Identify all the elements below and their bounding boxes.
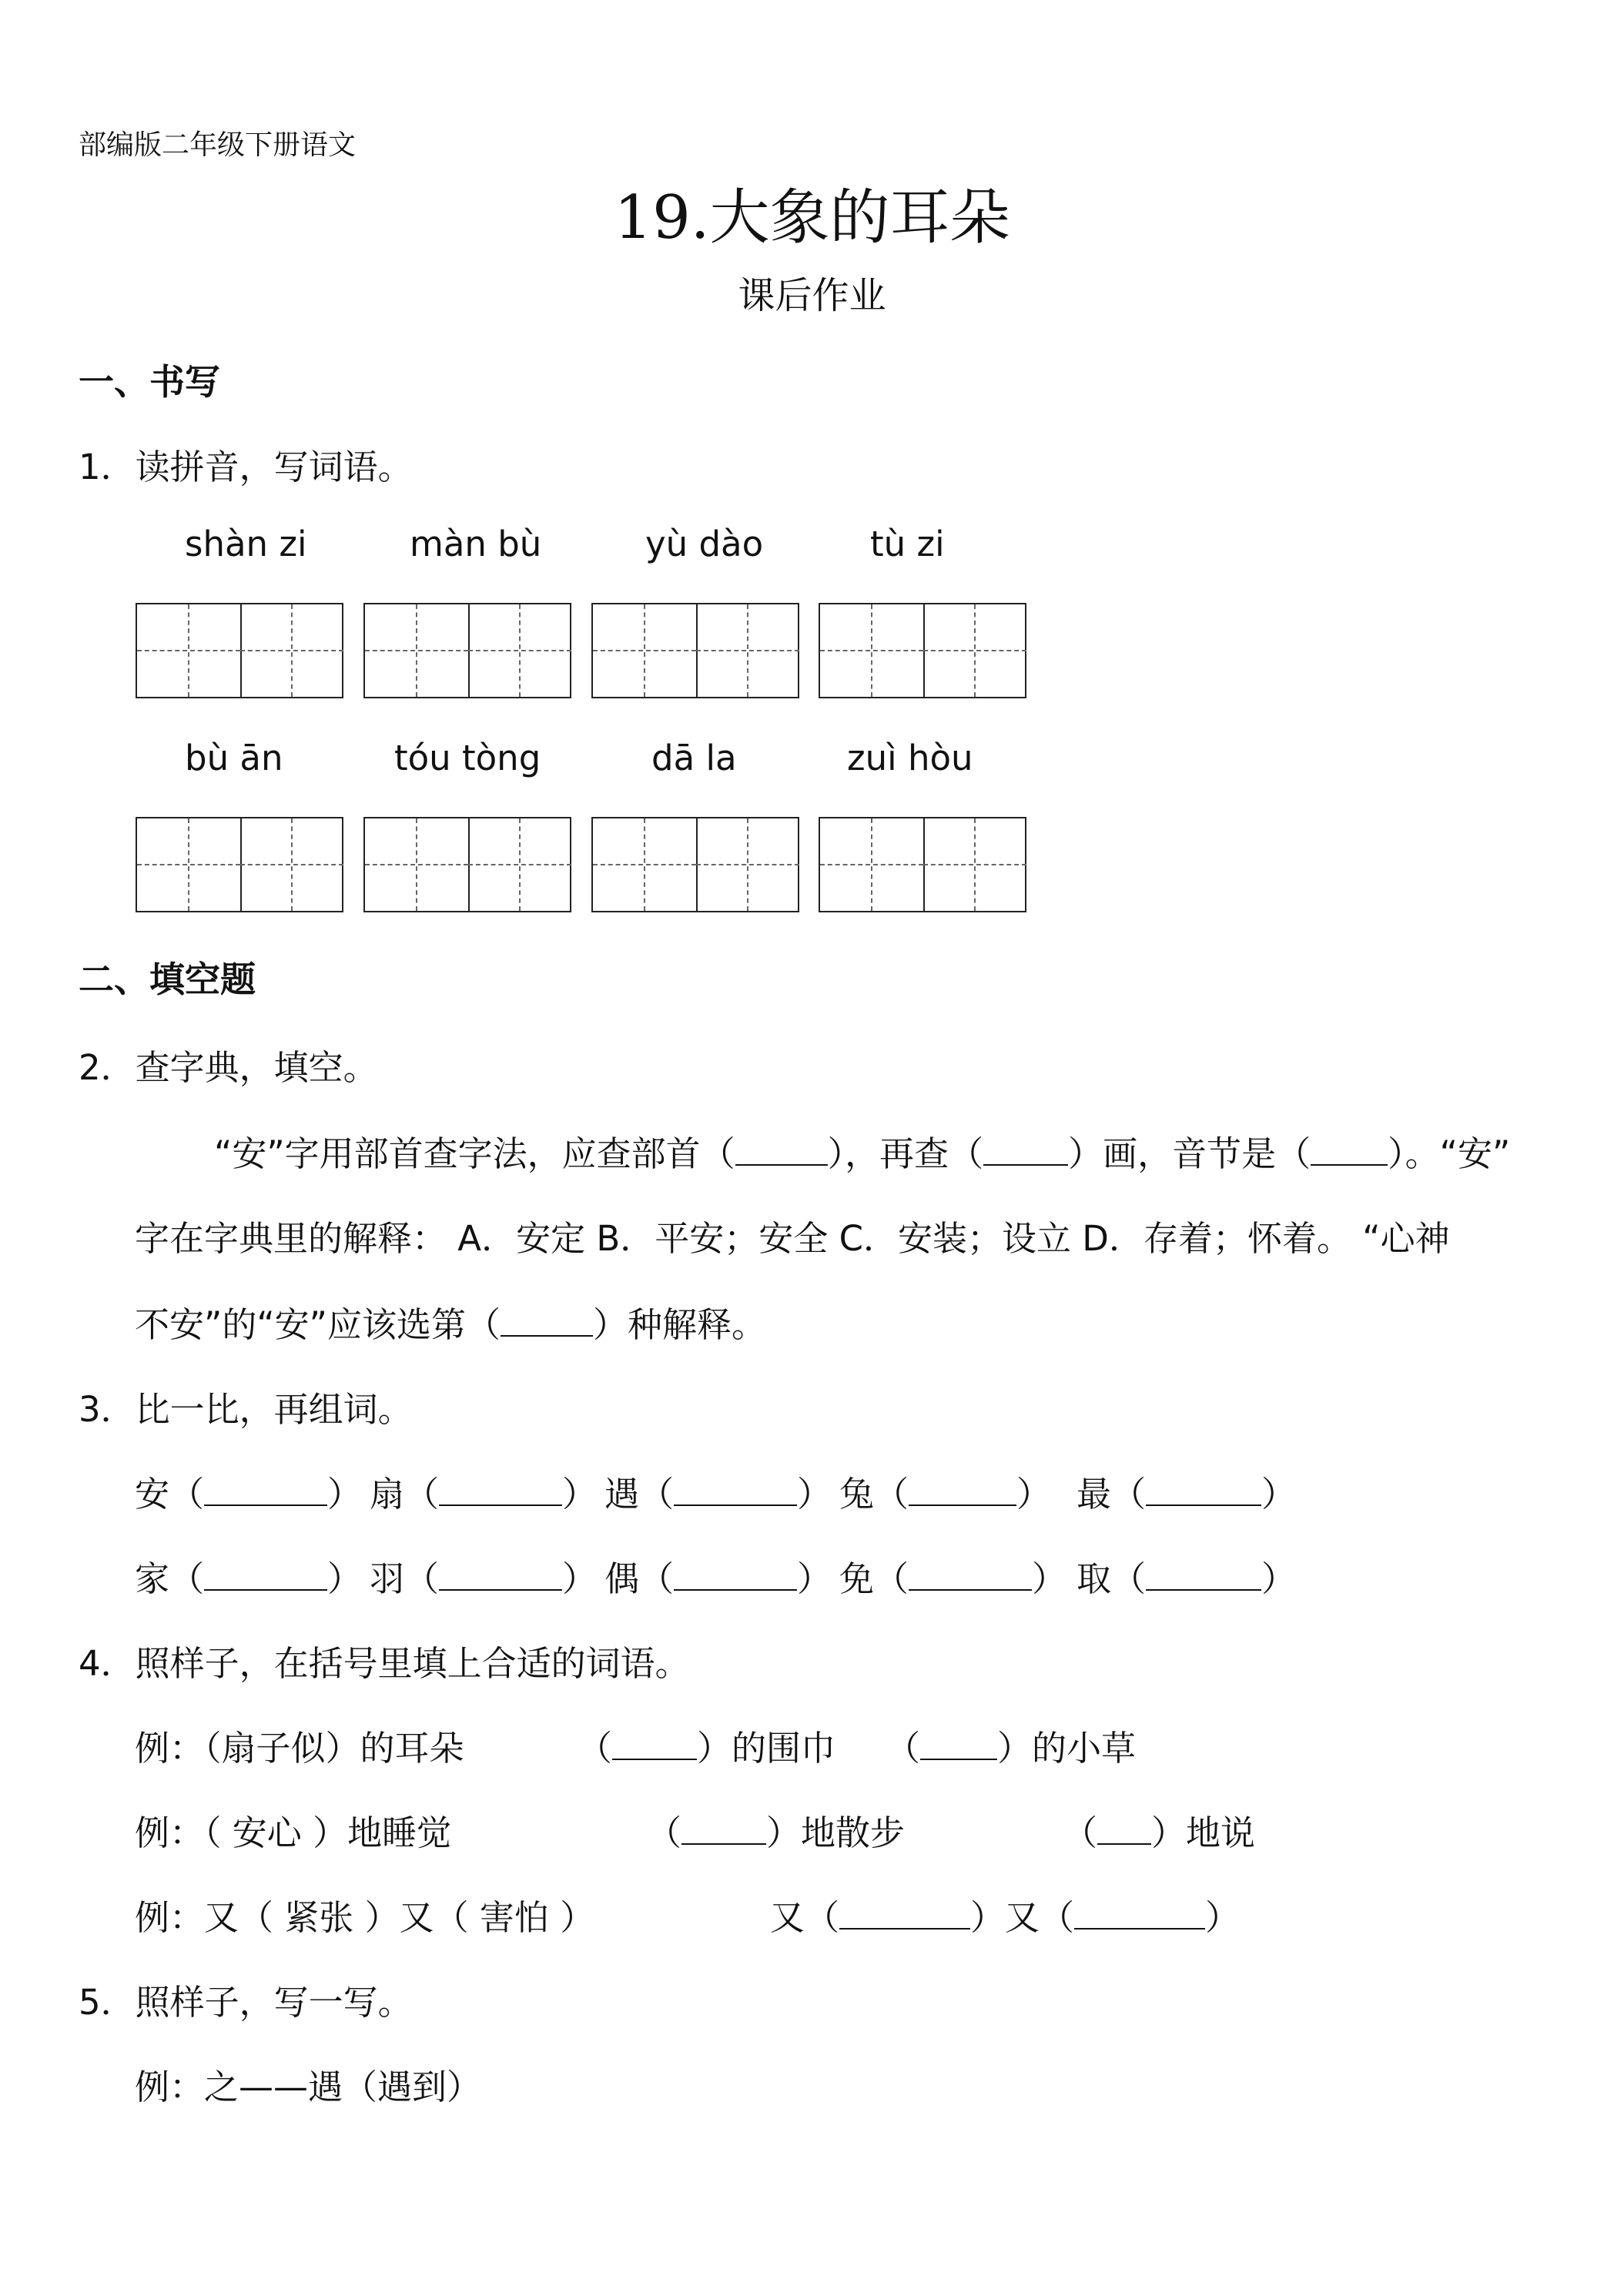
pinyin-label: tóu tòng (394, 738, 541, 778)
text: ）种解释。 (592, 1304, 766, 1345)
text: 兔（ (839, 1474, 909, 1514)
answer-blank[interactable] (1311, 1130, 1388, 1166)
answer-blank[interactable] (501, 1300, 593, 1337)
fill-item (647, 1805, 905, 1855)
answer-blank[interactable] (735, 1130, 828, 1166)
text: 遇（ (604, 1474, 675, 1514)
text: “安”字用部首查字法，应查部首（ (214, 1133, 735, 1174)
text: ），再查（ (827, 1133, 984, 1174)
fill-item (770, 1889, 1240, 1940)
answer-blank[interactable] (612, 1724, 697, 1760)
fill-item (886, 1720, 1136, 1770)
answer-blank[interactable] (439, 1470, 562, 1506)
header-label: 部编版二年级下册语文 (79, 129, 357, 161)
page-subtitle: 课后作业 (738, 274, 886, 317)
pinyin-label: zuì hòu (847, 738, 973, 778)
compare-item (135, 1466, 362, 1516)
text: 又（ (770, 1897, 840, 1938)
text: ）的围巾 (697, 1728, 836, 1769)
text: 最（ (1077, 1474, 1147, 1514)
question-2-line-2: 字在字典里的解释： A．安定 B．平安；安全 C．安装；设立 D．存着；怀着。 “心神 (135, 1218, 1450, 1259)
pinyin-label: shàn zi (185, 524, 307, 564)
compare-item (604, 1551, 832, 1601)
example-text: 例：之——遇（遇到） (135, 2067, 482, 2107)
pinyin-label: dā la (651, 738, 737, 778)
text: ） (327, 1474, 363, 1514)
writing-grid[interactable] (591, 603, 799, 698)
text: ） (1261, 1558, 1297, 1599)
answer-blank[interactable] (674, 1470, 797, 1506)
compare-item (1077, 1551, 1296, 1601)
answer-blank[interactable] (909, 1470, 1016, 1506)
text: ）的小草 (997, 1728, 1137, 1769)
text: ） (562, 1474, 598, 1514)
answer-blank[interactable] (983, 1130, 1068, 1166)
example-text: 例：（ 安心 ）地睡觉 (135, 1812, 452, 1853)
text: 免（ (839, 1558, 909, 1599)
text: ）地散步 (766, 1812, 906, 1853)
compare-item (1077, 1466, 1296, 1516)
text: 不安”的“安”应该选第（ (135, 1304, 501, 1345)
text: ） (1205, 1897, 1241, 1938)
text: ）画，音节是（ (1068, 1133, 1311, 1174)
text: 偶（ (604, 1558, 675, 1599)
answer-blank[interactable] (1146, 1555, 1261, 1591)
section-heading-writing: 一、书写 (79, 361, 220, 403)
writing-grid[interactable] (819, 603, 1026, 698)
question-4-title: 4．照样子，在括号里填上合适的词语。 (79, 1643, 690, 1684)
pinyin-label: màn bù (410, 524, 542, 564)
text: （ (578, 1728, 613, 1769)
answer-blank[interactable] (204, 1555, 327, 1591)
compare-item (839, 1551, 1066, 1601)
answer-blank[interactable] (920, 1724, 997, 1760)
text: ） (327, 1558, 363, 1599)
fill-item (578, 1720, 835, 1770)
compare-item (604, 1466, 832, 1516)
question-1-title: 1．读拼音，写词语。 (79, 447, 413, 487)
text: ） (797, 1474, 832, 1514)
text: ） (1261, 1474, 1297, 1514)
text: 家（ (135, 1558, 205, 1599)
answer-blank[interactable] (909, 1555, 1032, 1591)
answer-blank[interactable] (681, 1809, 766, 1845)
text: 取（ (1077, 1558, 1147, 1599)
text: （ (886, 1728, 921, 1769)
text: 安（ (135, 1474, 205, 1514)
answer-blank[interactable] (439, 1555, 562, 1591)
text: 羽（ (370, 1558, 440, 1599)
text: ） (562, 1558, 598, 1599)
text: ）地说 (1151, 1812, 1256, 1853)
writing-grid[interactable] (819, 817, 1026, 912)
fill-item (1063, 1805, 1255, 1855)
compare-item (370, 1551, 597, 1601)
writing-grid[interactable] (363, 603, 571, 698)
text: 扇（ (370, 1474, 440, 1514)
answer-blank[interactable] (1074, 1893, 1205, 1930)
answer-blank[interactable] (674, 1555, 797, 1591)
question-2-title: 2．查字典，填空。 (79, 1047, 378, 1088)
text: ）。“安” (1388, 1133, 1511, 1174)
answer-blank[interactable] (839, 1893, 970, 1930)
pinyin-label: bù ān (185, 738, 283, 778)
text: （ (1063, 1812, 1098, 1853)
page-title: 19.大象的耳朵 (614, 183, 1010, 253)
writing-grid[interactable] (591, 817, 799, 912)
answer-blank[interactable] (1097, 1809, 1151, 1845)
text: ） (1016, 1474, 1052, 1514)
text: ） (797, 1558, 832, 1599)
compare-item (370, 1466, 597, 1516)
answer-blank[interactable] (204, 1470, 327, 1506)
question-3-title: 3．比一比，再组词。 (79, 1389, 413, 1430)
answer-blank[interactable] (1146, 1470, 1261, 1506)
text: （ (647, 1812, 682, 1853)
pinyin-label: tù zi (870, 524, 945, 564)
example-text: 例：（扇子似）的耳朵 (135, 1728, 464, 1769)
compare-item (839, 1466, 1051, 1516)
writing-grid[interactable] (136, 603, 343, 698)
text: ）又（ (970, 1897, 1075, 1938)
question-2-line-3 (135, 1297, 766, 1347)
writing-grid[interactable] (363, 817, 571, 912)
question-2-line-1 (214, 1126, 1510, 1176)
section-heading-fill-blank: 二、填空题 (79, 959, 256, 1000)
question-5-title: 5．照样子，写一写。 (79, 1982, 413, 2023)
text: ） (1032, 1558, 1067, 1599)
pinyin-label: yù dào (645, 524, 764, 564)
writing-grid[interactable] (136, 817, 343, 912)
compare-item (135, 1551, 362, 1601)
example-text: 例：又（ 紧张 ）又（ 害怕 ） (135, 1897, 595, 1938)
